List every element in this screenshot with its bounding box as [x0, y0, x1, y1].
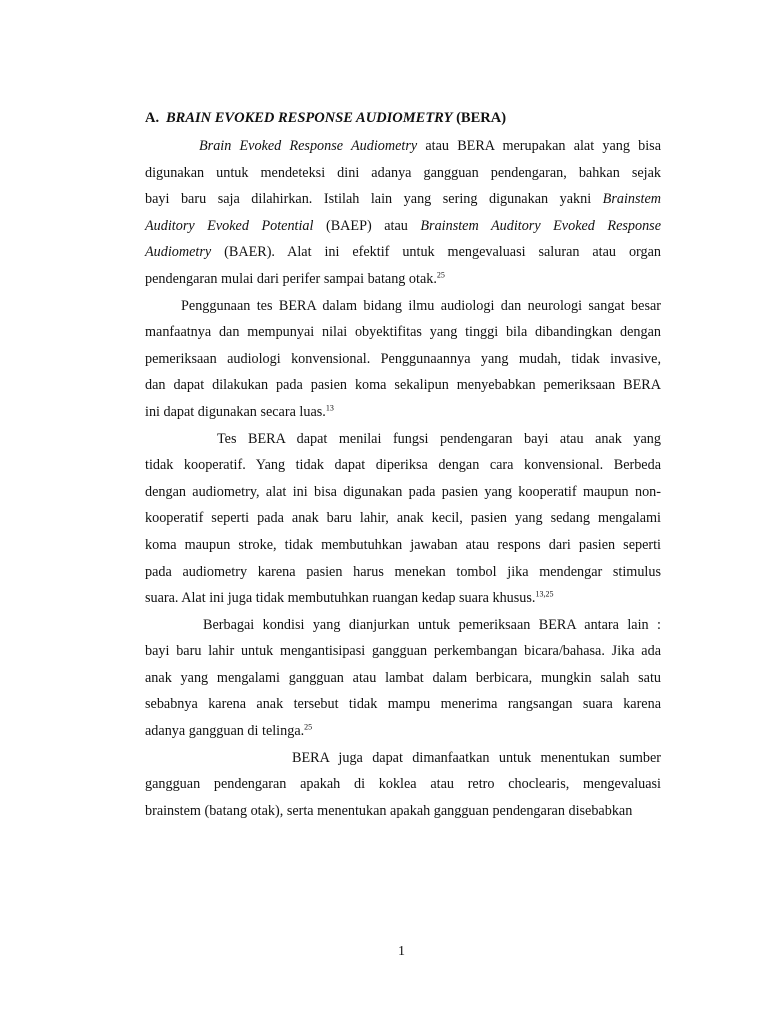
text-segment: BERA juga dapat dimanfaatkan untuk menentukan sumber [292, 749, 661, 766]
text-segment: pendengaran mulai dari perifer sampai batang otak. [145, 270, 437, 287]
paragraph [145, 293, 661, 426]
text-line [145, 798, 661, 825]
text-line [145, 479, 661, 506]
text-segment: tidak kooperatif. Yang tidak dapat diperiksa dengan cara konvensional. Berbeda [145, 457, 661, 474]
text-segment: atau BERA merupakan alat yang bisa [417, 138, 661, 154]
citation-superscript: 13,25 [535, 589, 554, 599]
text-segment: anak yang mengalami gangguan atau lambat dalam berbicara, mungkin salah satu [145, 669, 661, 686]
text-line [145, 559, 661, 586]
text-segment: sebabnya karena anak tersebut tidak mampu menerima rangsangan suara karena [145, 696, 661, 713]
paragraph [145, 133, 661, 293]
text-line [145, 665, 661, 692]
text-line [145, 346, 661, 373]
text-line [145, 691, 661, 718]
text-segment: kooperatif seperti pada anak baru lahir, anak kecil, pasien yang sedang mengalami [145, 510, 661, 527]
text-line [145, 532, 661, 559]
text-segment: suara. Alat ini juga tidak membutuhkan ruangan kedap suara khusus. [145, 590, 536, 607]
text-line [145, 771, 661, 798]
text-segment: manfaatnya dan mempunyai nilai obyektifitas yang tinggi bila dibandingkan dengan [145, 324, 661, 341]
text-segment: digunakan untuk mendeteksi dini adanya gangguan pendengaran, bahkan sejak [145, 164, 661, 181]
text-segment: bayi baru saja dilahirkan. Istilah lain yang sering digunakan yakni [145, 191, 603, 208]
section-number: A. [145, 110, 160, 126]
text-line [145, 426, 661, 453]
text-line [145, 745, 661, 772]
text-line [145, 293, 661, 320]
italic-term: Brain Evoked Response Audiometry [199, 138, 418, 154]
text-segment: Berbagai kondisi yang dianjurkan untuk pemeriksaan BERA antara lain : [203, 616, 661, 633]
text-line [145, 452, 661, 479]
italic-term: Brainstem [602, 191, 661, 208]
section-title-suffix: (BERA) [452, 110, 507, 126]
text-segment: pemeriksaan audiologi konvensional. Penggunaannya yang mudah, tidak invasive, [145, 350, 661, 367]
text-segment: koma maupun stroke, tidak membutuhkan jawaban atau respons dari pasien seperti [145, 536, 661, 553]
text-line [145, 133, 661, 160]
text-segment: ini dapat digunakan secara luas. [145, 403, 326, 420]
text-line [145, 638, 661, 665]
text-segment: Tes BERA dapat menilai fungsi pendengaran bayi atau anak yang [217, 430, 661, 447]
text-line [145, 372, 661, 399]
section-heading [145, 107, 506, 129]
text-line [145, 213, 661, 240]
italic-term: Brainstem Auditory Evoked Response [420, 217, 661, 234]
citation-superscript: 13 [325, 403, 334, 413]
text-segment: (BAEP) atau [313, 217, 421, 234]
text-line [145, 319, 661, 346]
text-line [145, 505, 661, 532]
citation-superscript: 25 [436, 270, 445, 280]
text-line [145, 585, 661, 612]
italic-term: Audiometry [145, 244, 212, 261]
paragraph [145, 745, 661, 825]
paragraph [145, 612, 661, 745]
text-segment: (BAER). Alat ini efektif untuk mengevaluasi saluran atau organ [211, 244, 661, 261]
text-line [145, 612, 661, 639]
text-line [145, 399, 661, 426]
text-line [145, 239, 661, 266]
page-number: 1 [398, 944, 405, 959]
text-segment: dan dapat dilakukan pada pasien koma sekalipun menyebabkan pemeriksaan BERA [145, 377, 661, 394]
text-segment: Penggunaan tes BERA dalam bidang ilmu audiologi dan neurologi sangat besar [181, 297, 661, 314]
text-line [145, 266, 661, 293]
italic-term: Auditory Evoked Potential [145, 217, 314, 234]
paragraph [145, 426, 661, 612]
citation-superscript: 25 [304, 722, 313, 732]
text-segment: pada audiometry karena pasien harus menekan tombol jika mendengar stimulus [145, 563, 661, 580]
text-segment: bayi baru lahir untuk mengantisipasi gangguan perkembangan bicara/bahasa. Jika ada [145, 643, 661, 660]
text-line [145, 186, 661, 213]
text-segment: brainstem (batang otak), serta menentukan apakah gangguan pendengaran disebabkan [145, 802, 633, 819]
text-line [145, 160, 661, 187]
body-text [145, 133, 661, 824]
text-segment: adanya gangguan di telinga. [145, 723, 305, 740]
section-title: BRAIN EVOKED RESPONSE AUDIOMETRY [166, 110, 453, 126]
text-line [145, 718, 661, 745]
text-segment: gangguan pendengaran apakah di koklea atau retro choclearis, mengevaluasi [145, 776, 661, 793]
text-segment: dengan audiometry, alat ini bisa digunakan pada pasien yang kooperatif maupun non- [145, 483, 661, 500]
